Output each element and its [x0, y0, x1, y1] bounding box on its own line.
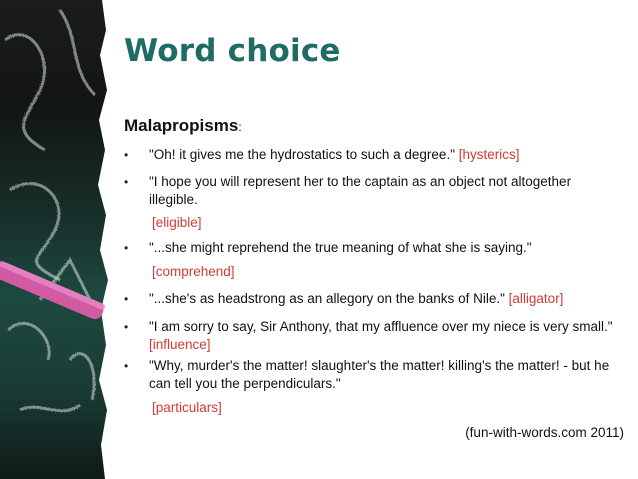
quote-text: [149, 290, 614, 308]
bullet-icon: •: [124, 175, 129, 189]
bullet-icon: •: [124, 359, 129, 373]
correction: [comprehend]: [152, 264, 235, 279]
correction: [particulars]: [152, 400, 222, 415]
section-heading: [124, 116, 242, 136]
section-heading-text: Malapropisms: [124, 116, 239, 135]
bullet-icon: •: [124, 148, 129, 162]
chalkboard-decoration: [0, 0, 112, 479]
pink-chalk-icon: [0, 260, 106, 322]
source-citation: (fun-with-words.com 2011): [465, 425, 624, 440]
bullet-icon: •: [124, 241, 129, 255]
correction: [alligator]: [508, 291, 564, 306]
quote-text: [149, 146, 614, 164]
correction: [influence]: [149, 337, 211, 352]
bullet-icon: •: [124, 320, 129, 334]
section-heading-colon: :: [238, 120, 242, 134]
quote-text: "I hope you will represent her to the captain as an object not altogether illegible.: [149, 174, 572, 207]
bullet-icon: •: [124, 292, 129, 306]
quote-text: "...she might reprehend the true meaning of what she is saying.": [149, 240, 532, 255]
quote: "...she's as headstrong as an allegory on the banks of Nile.": [149, 291, 505, 306]
quote-text: [149, 318, 614, 354]
chalkboard-graphic: [0, 0, 112, 479]
quote-text: "Why, murder's the matter! slaughter's the matter! killing's the matter! - but he can tell you the perpendiculars.": [149, 358, 610, 391]
correction: [hysterics]: [458, 147, 520, 162]
correction: [eligible]: [152, 215, 202, 230]
quote: "Oh! it gives me the hydrostatics to such a degree.": [149, 147, 455, 162]
slide-title: Word choice: [124, 33, 341, 69]
quote: "I am sorry to say, Sir Anthony, that my affluence over my niece is very small.": [149, 319, 613, 334]
